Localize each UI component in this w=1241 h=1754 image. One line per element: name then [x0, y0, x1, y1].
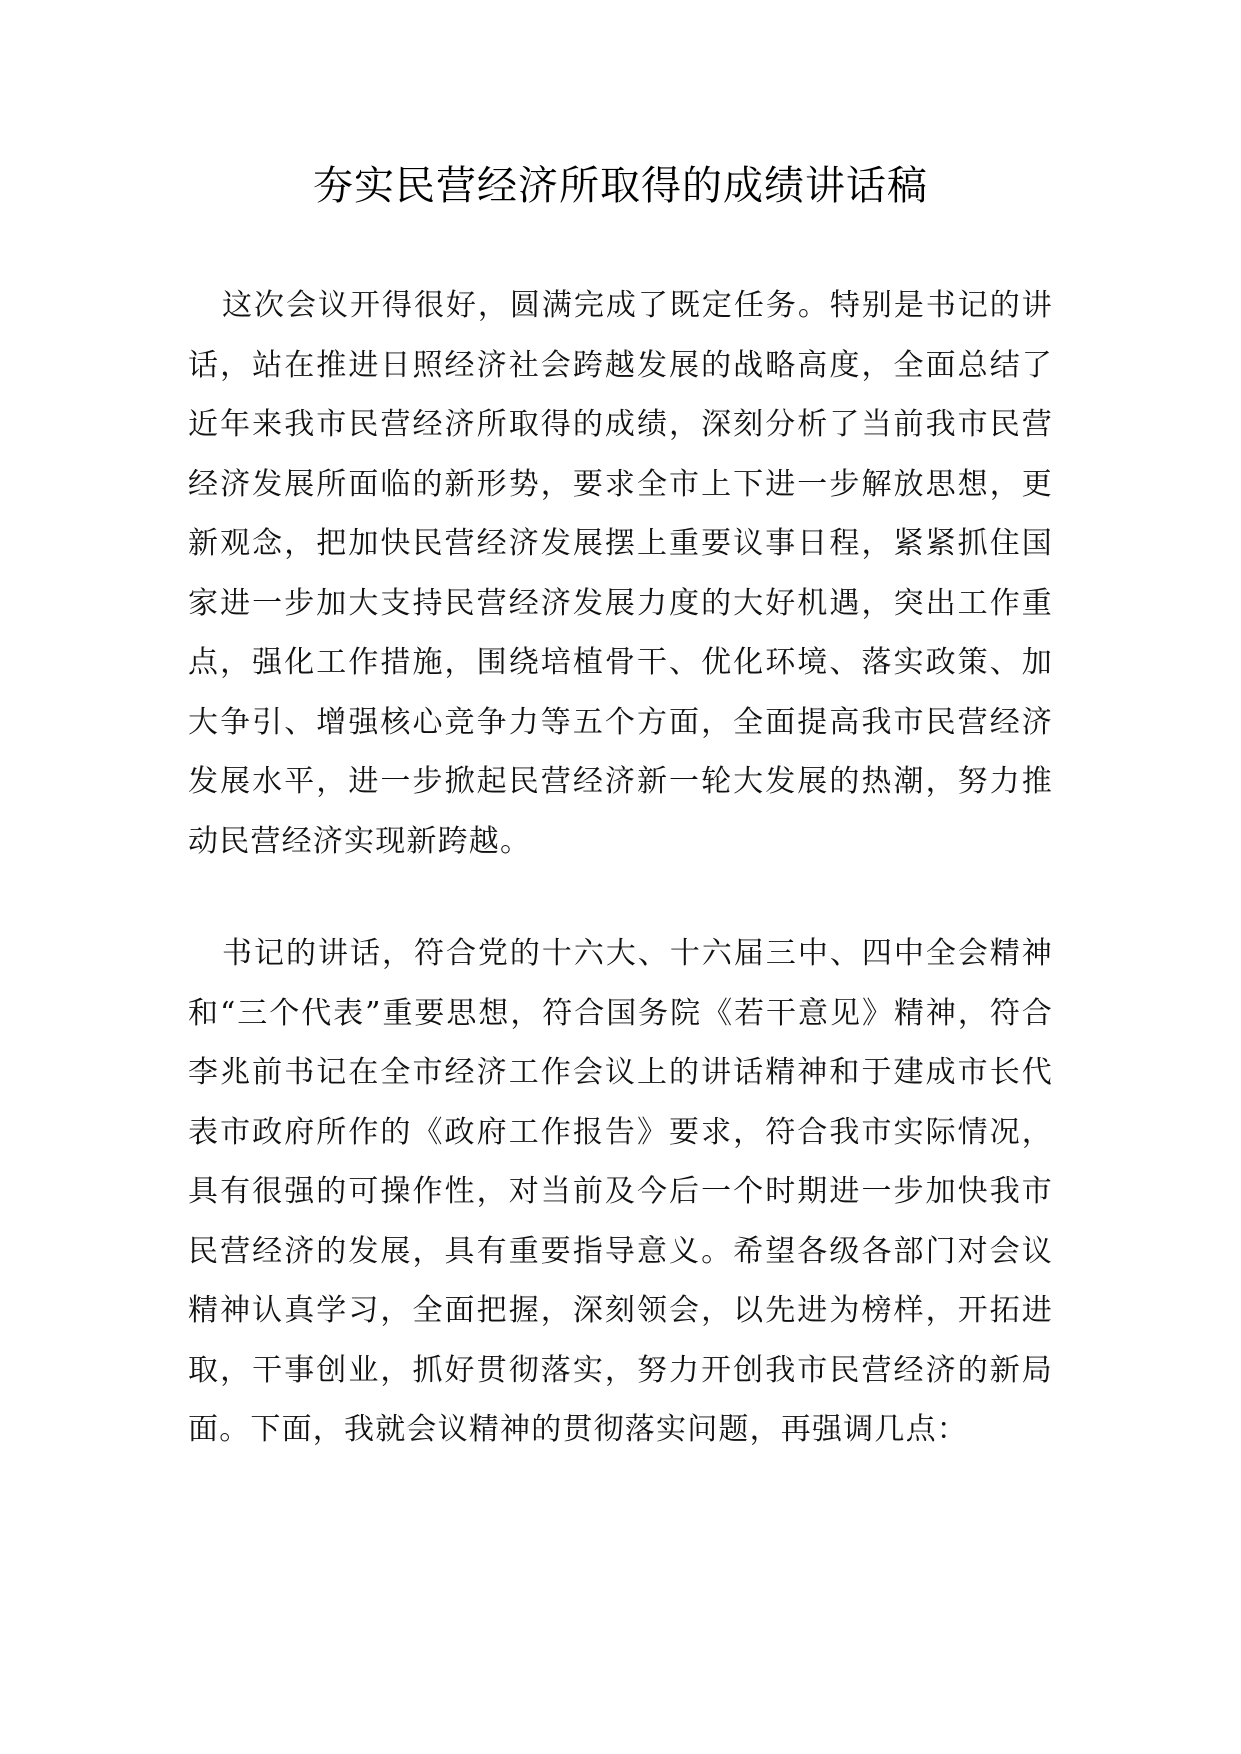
body-paragraph: 书记的讲话，符合党的十六大、十六届三中、四中全会精神和“三个代表”重要思想，符合国务院《若干意见》精神，符合李兆前书记在全市经济工作会议上的讲话精神和于建成市长代表市政府所作的《政府工作报告》要求，符合我市实际情况，具有很强的可操作性，对当前及今后一个时期进一步加快我市民营经济的发展，具有重要指导意义。希望各级各部门对会议精神认真学习，全面把握，深刻领会，以先进为榜样，开拓进取，干事创业，抓好贯彻落实，努力开创我市民营经济的新局面。下面，我就会议精神的贯彻落实问题，再强调几点：: [188, 936, 1053, 1447]
document-title: 夯实民营经济所取得的成绩讲话稿: [313, 163, 928, 209]
body-paragraph: 这次会议开得很好，圆满完成了既定任务。特别是书记的讲话，站在推进日照经济社会跨越发展的战略高度，全面总结了近年来我市民营经济所取得的成绩，深刻分析了当前我市民营经济发展所面临的新形势，要求全市上下进一步解放思想，更新观念，把加快民营经济发展摆上重要议事日程，紧紧抓住国家进一步加大支持民营经济发展力度的大好机遇，突出工作重点，强化工作措施，围绕培植骨干、优化环境、落实政策、加大争引、增强核心竞争力等五个方面，全面提高我市民营经济发展水平，进一步掀起民营经济新一轮大发展的热潮，努力推动民营经济实现新跨越。: [188, 288, 1053, 859]
